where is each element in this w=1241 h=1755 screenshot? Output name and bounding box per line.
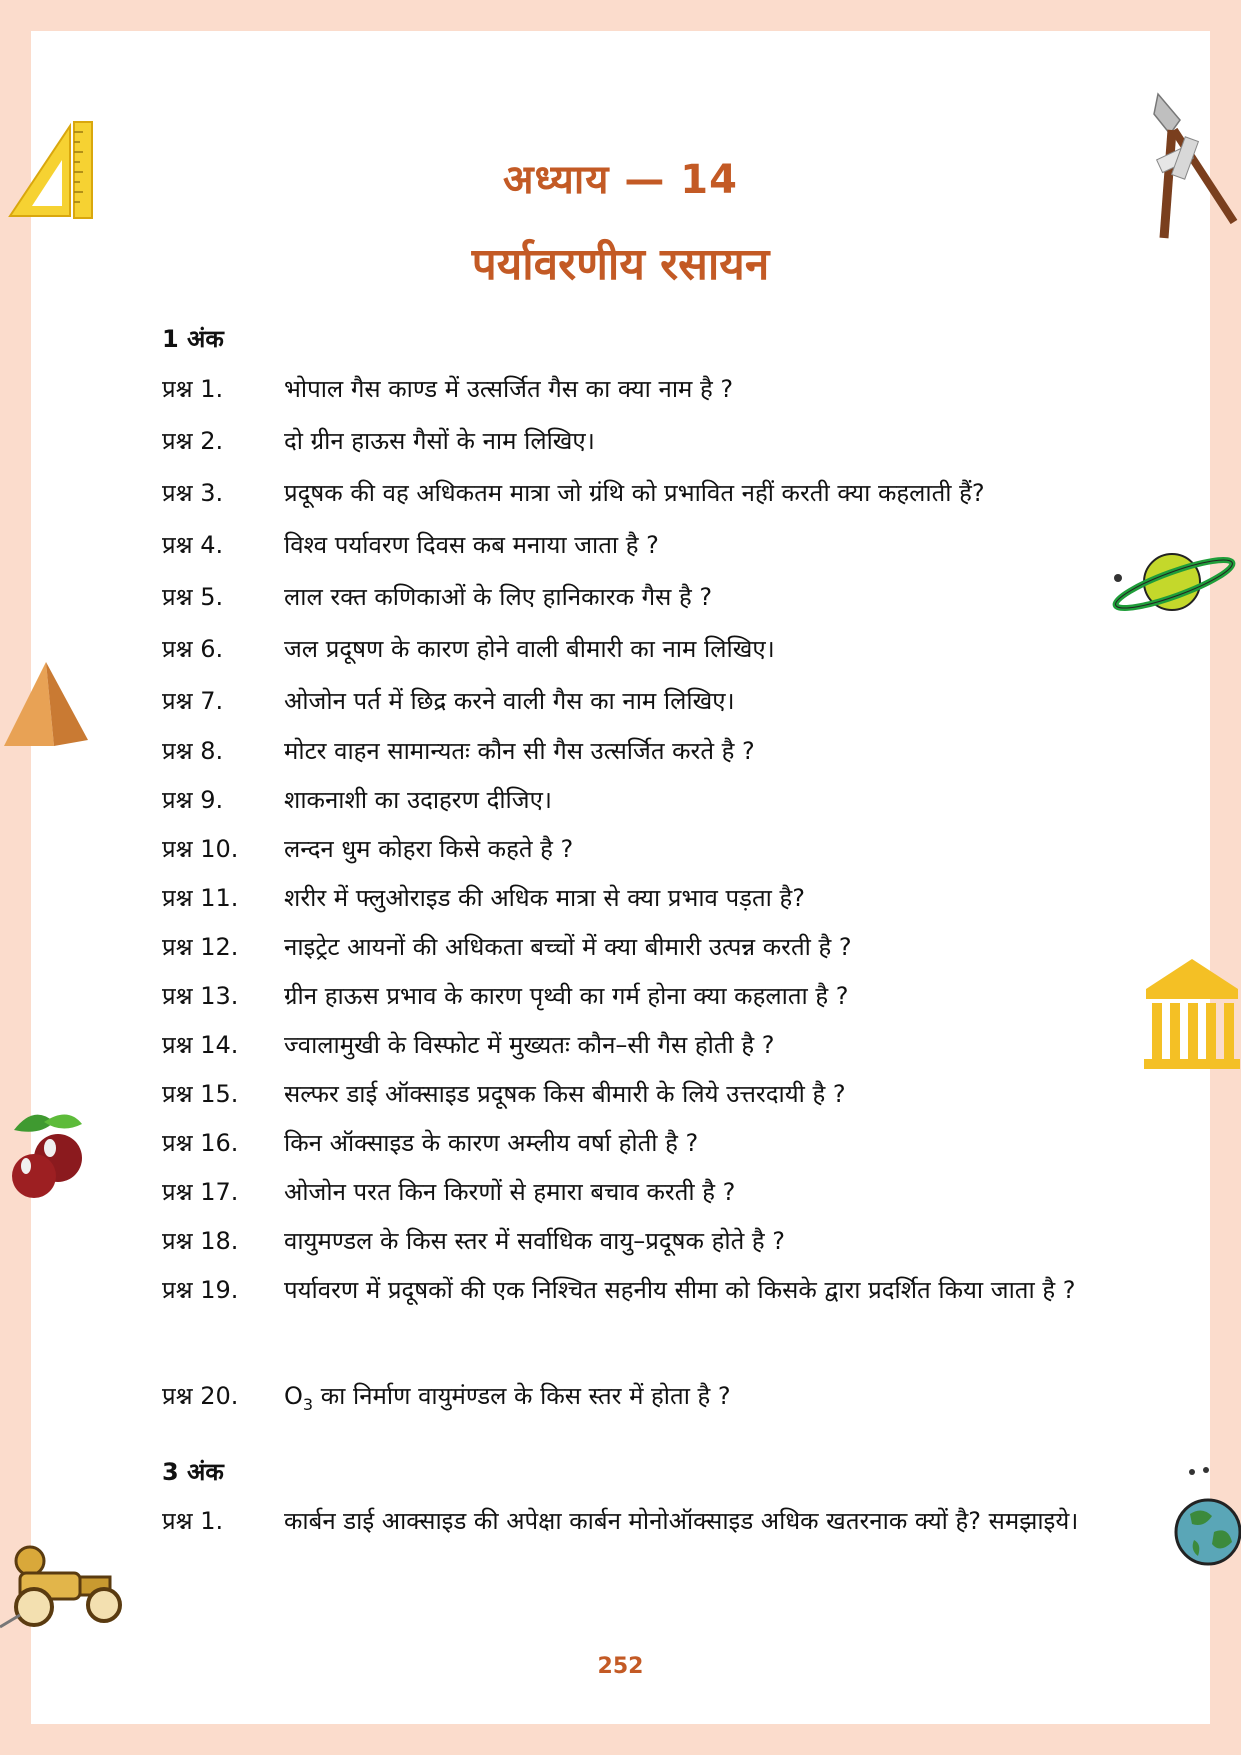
question-text: शाकनाशी का उदाहरण दीजिए। [284,786,552,814]
question-text: ग्रीन हाऊस प्रभाव के कारण पृथ्वी का गर्म होना क्या कहलाता है ? [284,982,849,1010]
question-text: जल प्रदूषण के कारण होने वाली बीमारी का नाम लिखिए। [284,635,775,663]
question-text: दो ग्रीन हाऊस गैसों के नाम लिखिए। [284,427,595,455]
page-number: 252 [597,1654,644,1679]
question-text: ज्वालामुखी के विस्फोट में मुख्यतः कौन–सी गैस होती है ? [284,1031,775,1059]
question-number: प्रश्न 18. [162,1227,239,1255]
question-text: लन्दन धुम कोहरा किसे कहते है ? [284,835,574,863]
question-number: प्रश्न 3. [162,479,224,507]
globe-earth-icon [1168,1462,1241,1572]
question-number: प्रश्न 8. [162,737,224,765]
question-text: कार्बन डाई आक्साइड की अपेक्षा कार्बन मोनोऑक्साइड अधिक खतरनाक क्यों है? समझाइये। [284,1507,1079,1535]
question-text: ओजोन परत किन किरणों से हमारा बचाव करती है ? [284,1178,736,1206]
chapter-heading: अध्याय — 14 [503,157,738,203]
question-text: वायुमण्डल के किस स्तर में सर्वाधिक वायु–प्रदूषक होते है ? [284,1227,785,1255]
pyramid-icon [2,660,90,750]
question-text: सल्फर डाई ऑक्साइड प्रदूषक किस बीमारी के लिये उत्तरदायी है ? [284,1080,846,1108]
question-number: प्रश्न 5. [162,583,224,611]
question-text: भोपाल गैस काण्ड में उत्सर्जित गैस का क्या नाम है ? [284,375,734,403]
question-text: लाल रक्त कणिकाओं के लिए हानिकारक गैस है ? [284,583,713,611]
question-number: प्रश्न 12. [162,933,239,961]
question-text: ओजोन पर्त में छिद्र करने वाली गैस का नाम लिखिए। [284,687,735,715]
question-number: प्रश्न 16. [162,1129,239,1157]
question-text: $O_3$ का निर्माण वायुमंण्डल के किस स्तर में होता है ? [284,1382,731,1414]
question-number: प्रश्न 20. [162,1382,239,1410]
section-label-3-mark: 3 अंक [162,1458,224,1486]
question-text: शरीर में फ्लुओराइड की अधिक मात्रा से क्या प्रभाव पड़ता है? [284,884,806,912]
question-text: विश्व पर्यावरण दिवस कब मनाया जाता है ? [284,531,659,559]
question-text: किन ऑक्साइड के कारण अम्लीय वर्षा होती है ? [284,1129,699,1157]
question-number: प्रश्न 19. [162,1276,239,1304]
question-text: नाइट्रेट आयनों की अधिकता बच्चों में क्या बीमारी उत्पन्न करती है ? [284,933,852,961]
question-number: प्रश्न 11. [162,884,239,912]
cherry-fruit-icon [4,1100,94,1210]
question-number: प्रश्न 17. [162,1178,239,1206]
section-label-1-mark: 1 अंक [162,325,224,353]
question-number: प्रश्न 9. [162,786,224,814]
chapter-title: पर्यावरणीय रसायन [471,239,770,290]
question-number: प्रश्न 15. [162,1080,239,1108]
question-number: प्रश्न 1. [162,1507,224,1535]
greek-temple-icon [1142,955,1241,1075]
question-text: पर्यावरण में प्रदूषकों की एक निश्चित सहनीय सीमा को किसके द्वारा प्रदर्शित किया जाता है ? [284,1276,1076,1304]
question-number: प्रश्न 10. [162,835,239,863]
question-number: प्रश्न 1. [162,375,224,403]
question-number: प्रश्न 2. [162,427,224,455]
formula-ozone: $O_3$ [284,1382,314,1414]
question-number: प्रश्न 13. [162,982,239,1010]
vintage-car-icon [0,1535,130,1635]
question-text: प्रदूषक की वह अधिकतम मात्रा जो ग्रंथि को प्रभावित नहीं करती क्या कहलाती हैं? [284,479,985,507]
question-number: प्रश्न 4. [162,531,224,559]
question-number: प्रश्न 7. [162,687,224,715]
question-text: मोटर वाहन सामान्यतः कौन सी गैस उत्सर्जित करते है ? [284,737,755,765]
question-number: प्रश्न 14. [162,1031,239,1059]
question-number: प्रश्न 6. [162,635,224,663]
